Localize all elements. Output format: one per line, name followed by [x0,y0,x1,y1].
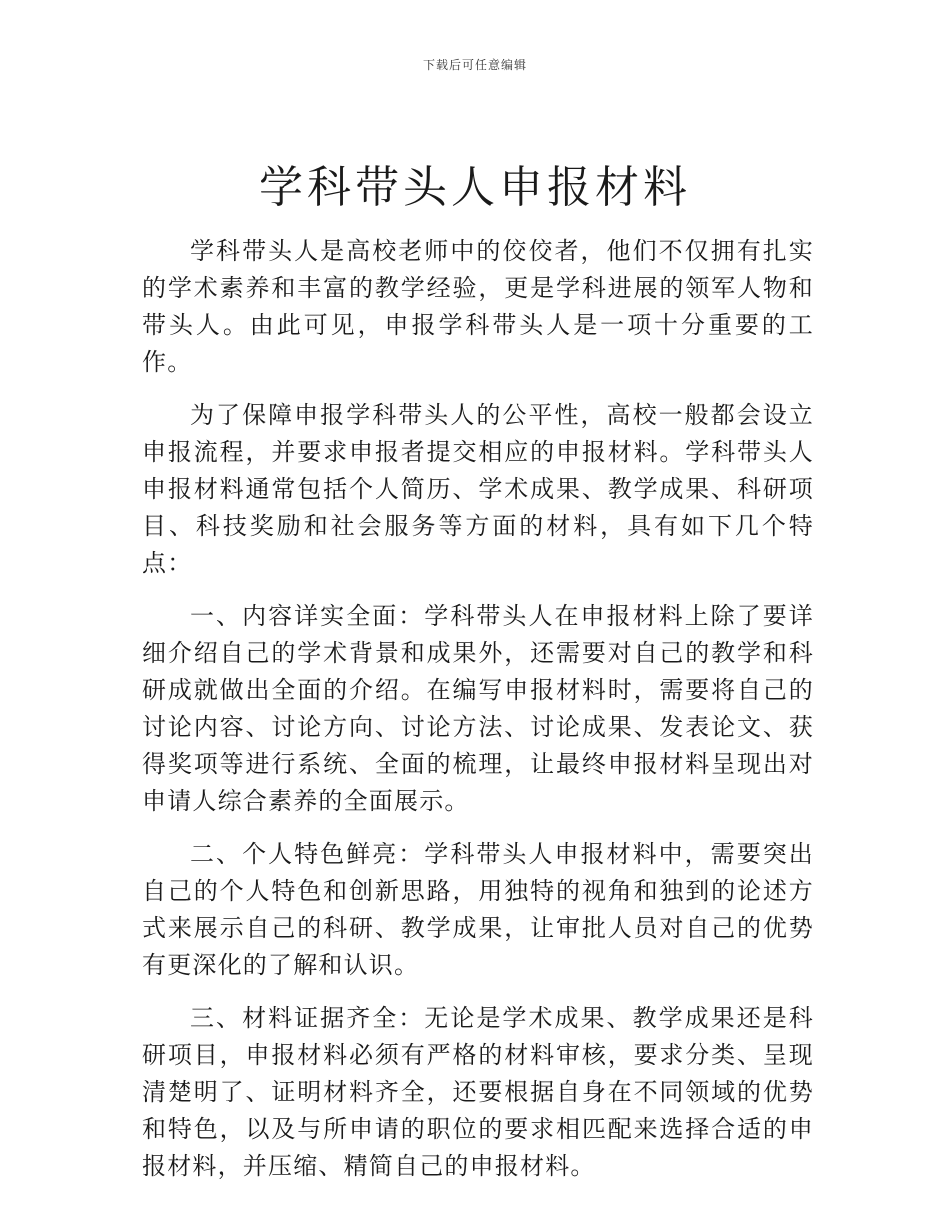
paragraph-point-3: 三、材料证据齐全：无论是学术成果、教学成果还是科研项目，申报材料必须有严格的材料审核，要求分类、呈现清楚明了、证明材料齐全，还要根据自身在不同领域的优势和特色，以及与所申请的职位的要求相匹配来选择合适的申报材料，并压缩、精简自己的申报材料。 [142,1004,814,1180]
document-body [142,233,814,1201]
paragraph-process: 为了保障申报学科带头人的公平性，高校一般都会设立申报流程，并要求申报者提交相应的申报材料。学科带头人申报材料通常包括个人简历、学术成果、教学成果、科研项目、科技奖励和社会服务等方面的材料，具有如下几个特点： [142,401,814,577]
page-header-note: 下载后可任意编辑 [422,58,527,72]
paragraph-intro: 学科带头人是高校老师中的佼佼者，他们不仅拥有扎实的学术素养和丰富的教学经验，更是学科进展的领军人物和带头人。由此可见，申报学科带头人是一项十分重要的工作。 [142,237,814,376]
paragraph-point-1: 一、内容详实全面：学科带头人在申报材料上除了要详细介绍自己的学术背景和成果外，还需要对自己的教学和科研成就做出全面的介绍。在编写申报材料时，需要将自己的讨论内容、讨论方向、讨论方法、讨论成果、发表论文、获得奖项等进行系统、全面的梳理，让最终申报材料呈现出对申请人综合素养的全面展示。 [142,602,814,815]
paragraph-point-2: 二、个人特色鲜亮：学科带头人申报材料中，需要突出自己的个人特色和创新思路，用独特的视角和独到的论述方式来展示自己的科研、教学成果，让审批人员对自己的优势有更深化的了解和认识。 [142,840,814,979]
document-title: 学科带头人申报材料 [259,162,691,213]
